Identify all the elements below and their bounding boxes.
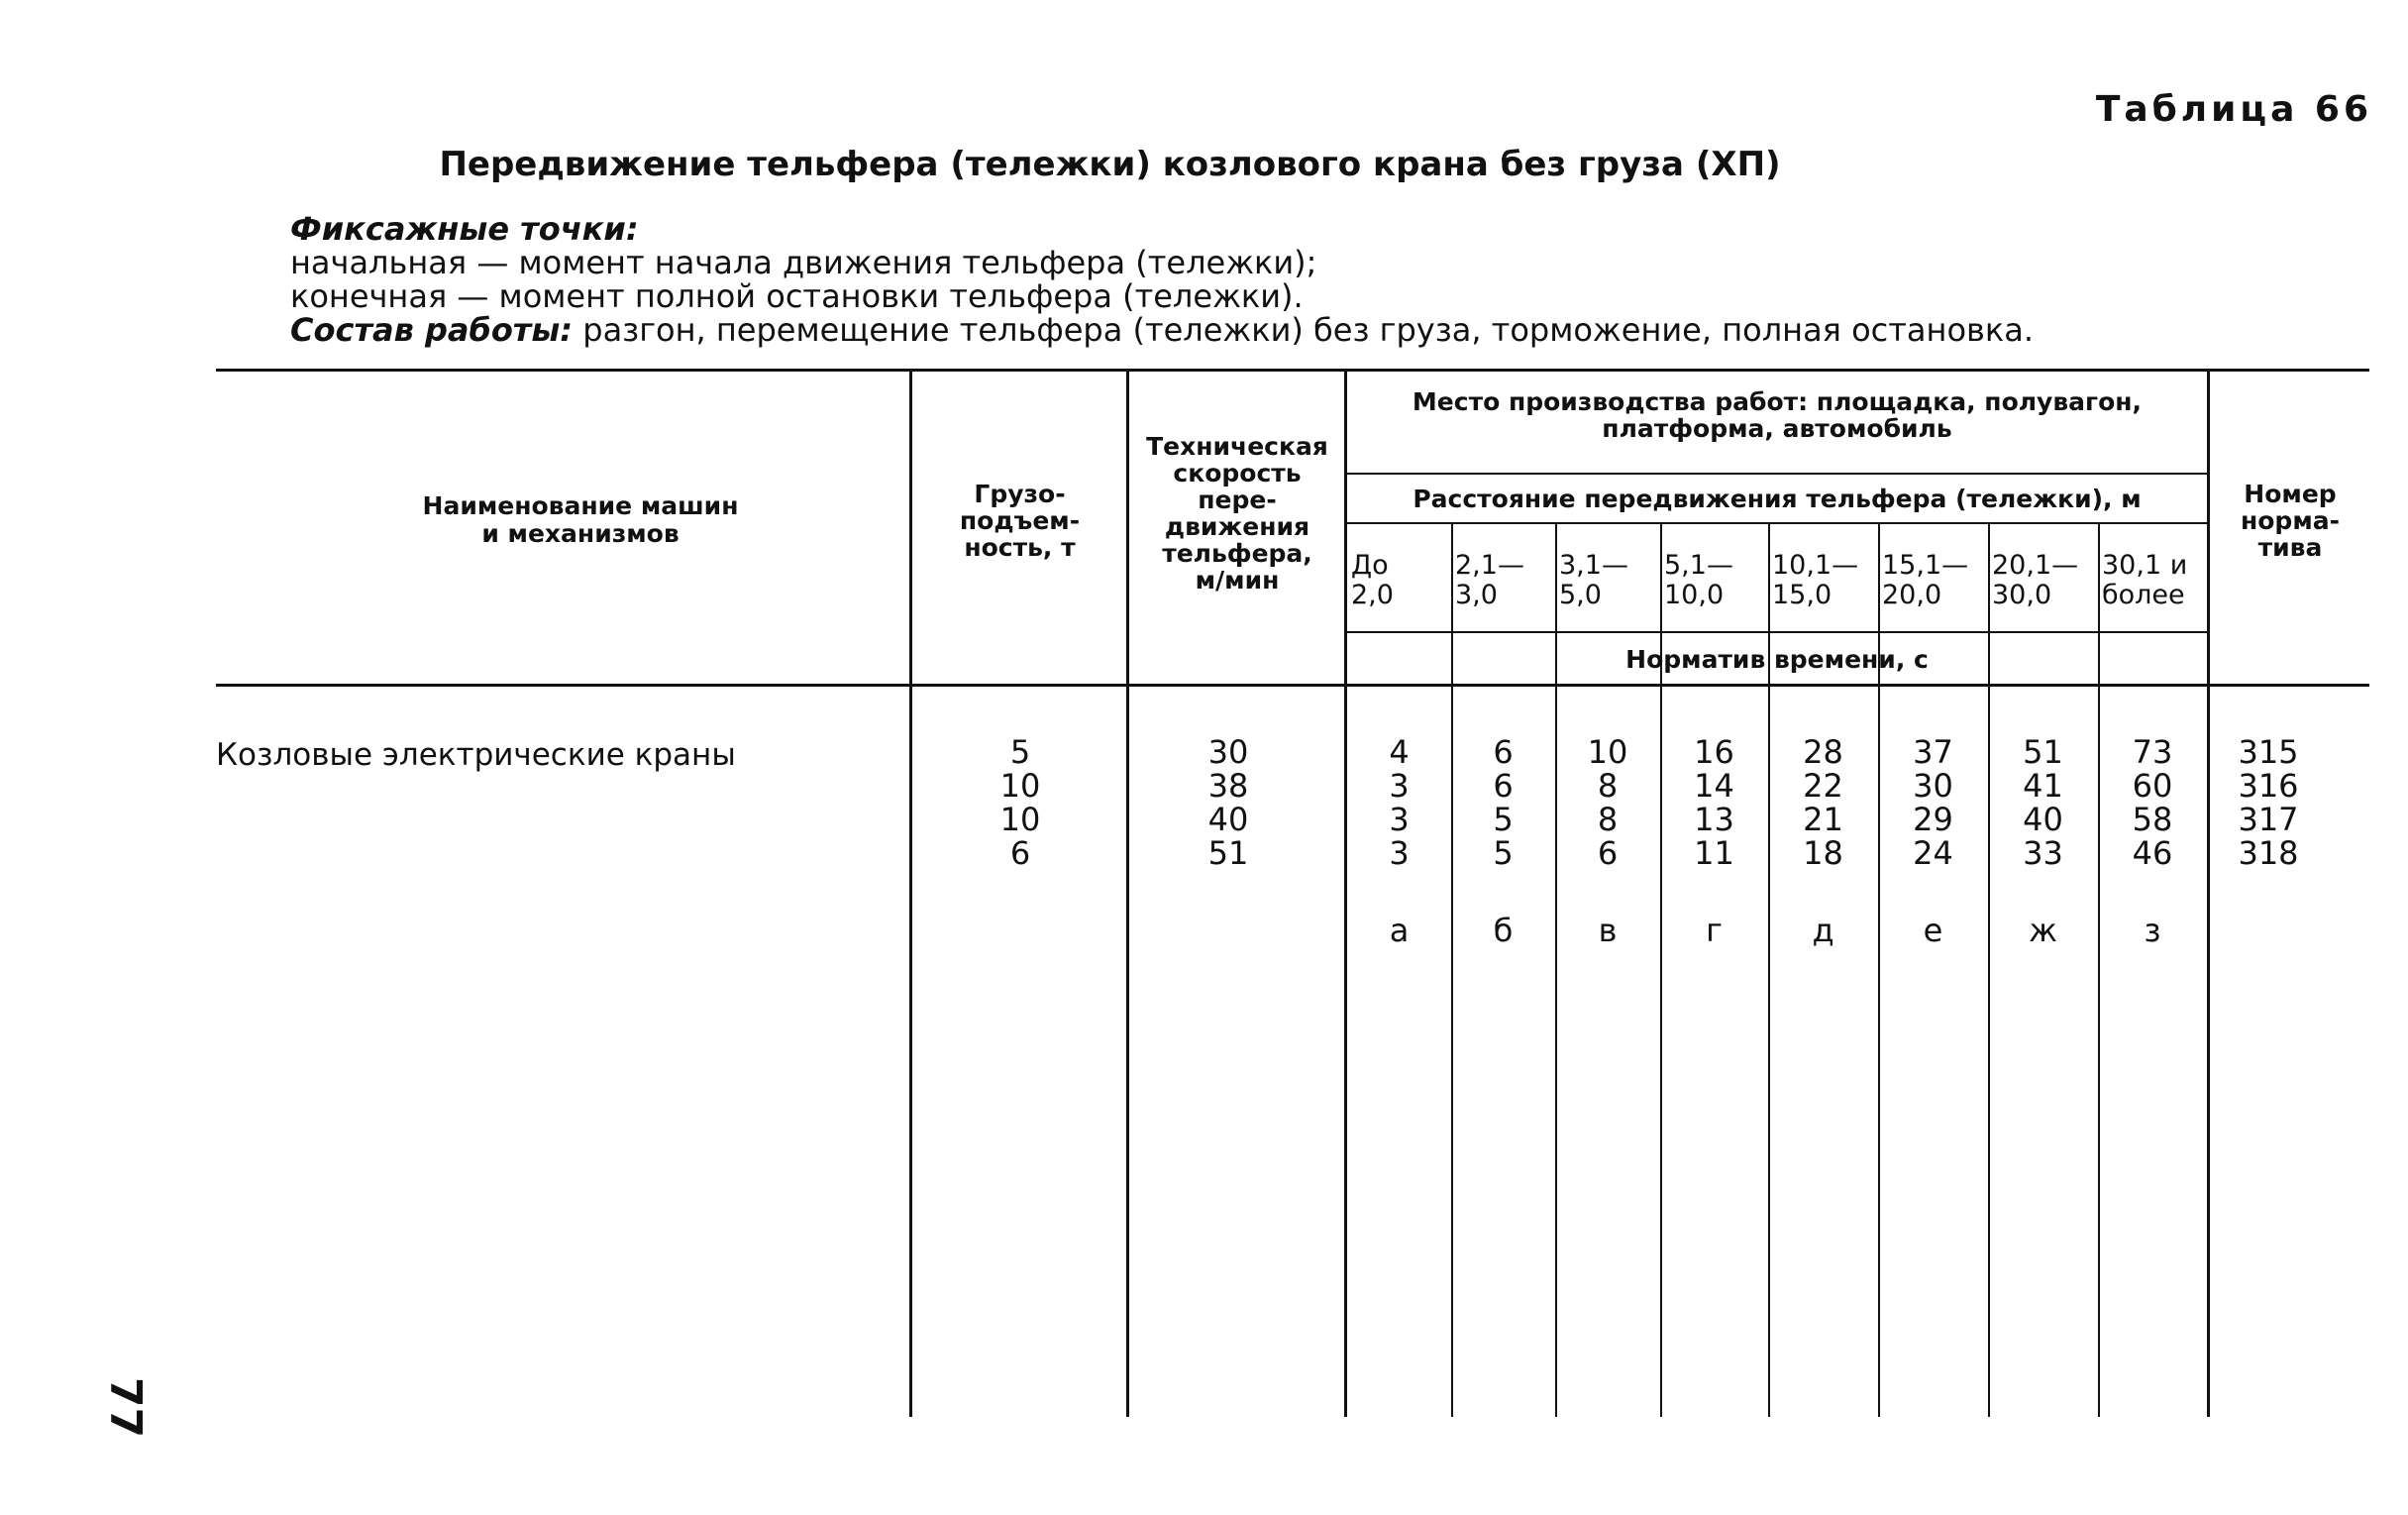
time-value: 46 [2132, 834, 2173, 872]
distance-range-line: 2,1— [1455, 550, 1524, 581]
work-composition-label: Состав работы: [290, 311, 574, 349]
distance-range-header [1455, 551, 1551, 610]
intro-block [290, 212, 2034, 347]
column-letter: е [1923, 912, 1943, 949]
time-value: 8 [1597, 767, 1619, 805]
time-value: 5 [1493, 801, 1514, 838]
time-value: 16 [1694, 733, 1734, 771]
column-letter: а [1389, 912, 1410, 949]
speed-value: 30 [1207, 733, 1249, 771]
header-time-norm: Норматив времени, с [1625, 645, 1929, 674]
table-top-border [216, 369, 2369, 372]
distance-range-line: 30,0 [1992, 580, 2052, 610]
distance-range-line: 15,1— [1882, 550, 1969, 581]
distance-range-header [1559, 551, 1656, 610]
column-letter: б [1493, 912, 1514, 949]
column-letter: г [1706, 912, 1723, 949]
header-place-line: платформа, автомобиль [1602, 414, 1952, 443]
header-machine-line: и механизмов [481, 519, 680, 548]
column-letter: в [1598, 912, 1618, 949]
header-speed [1130, 433, 1344, 594]
distance-range-header [1992, 551, 2094, 610]
work-composition-text: разгон, перемещение тельфера (тележки) без груза, торможение, полная остановка. [573, 311, 2034, 349]
header-place [1347, 388, 2207, 442]
table-number: Таблица 66 [2095, 89, 2372, 130]
header-speed-line: м/мин [1195, 566, 1280, 595]
time-value: 29 [1913, 801, 1953, 838]
distance-range-line: 10,0 [1664, 580, 1725, 610]
header-capacity-line: подъем- [959, 506, 1081, 535]
fix-points-heading: Фиксажные точки: [290, 210, 639, 248]
header-machine-name [417, 492, 744, 548]
header-capacity [913, 481, 1126, 561]
speed-value: 51 [1207, 834, 1249, 872]
time-value: 14 [1694, 767, 1734, 805]
column-letter: з [2144, 912, 2161, 949]
distance-range-header [1882, 551, 1984, 610]
header-speed-line: Техническая [1146, 432, 1328, 461]
time-value: 58 [2132, 801, 2173, 838]
norm-number-value: 318 [2238, 834, 2299, 872]
distance-range-line: более [2102, 580, 2185, 610]
time-value: 18 [1803, 834, 1843, 872]
speed-value: 38 [1207, 767, 1249, 805]
header-speed-line: движения [1164, 512, 1310, 541]
capacity-value: 5 [1009, 733, 1031, 771]
range-divider [1347, 631, 2207, 633]
time-value: 3 [1389, 801, 1410, 838]
time-value: 73 [2132, 733, 2173, 771]
capacity-value: 10 [999, 767, 1041, 805]
header-speed-line: тельфера, [1162, 539, 1312, 568]
norm-number-value: 316 [2238, 767, 2299, 805]
time-value: 22 [1803, 767, 1843, 805]
norm-number-value: 317 [2238, 801, 2299, 838]
distance-range-line: 3,0 [1455, 580, 1498, 610]
time-value: 5 [1493, 834, 1514, 872]
end-point-text: конечная — момент полной остановки тельфера (тележки). [290, 277, 1304, 315]
speed-value: 40 [1207, 801, 1249, 838]
distance-range-header [1664, 551, 1764, 610]
capacity-value: 6 [1009, 834, 1031, 872]
header-norm-line: тива [2257, 533, 2323, 562]
time-value: 51 [2023, 733, 2063, 771]
work-composition [290, 313, 2034, 347]
header-speed-line: пере- [1198, 486, 1277, 514]
distance-range-line: 5,0 [1559, 580, 1602, 610]
time-value: 60 [2132, 767, 2173, 805]
time-value: 11 [1694, 834, 1734, 872]
distance-divider [1347, 522, 2207, 524]
col-border-place [1344, 369, 1347, 1417]
col-border-norm [2207, 369, 2210, 1417]
time-value: 40 [2023, 801, 2063, 838]
header-place-line: Место производства работ: площадка, полувагон, [1412, 387, 2143, 416]
capacity-value: 10 [999, 801, 1041, 838]
distance-range-line: 10,1— [1772, 550, 1859, 581]
distance-range-line: 2,0 [1351, 580, 1394, 610]
distance-range-line: 5,1— [1664, 550, 1733, 581]
header-distance: Расстояние передвижения тельфера (тележки), м [1413, 485, 2142, 513]
time-value: 6 [1493, 767, 1514, 805]
time-value: 21 [1803, 801, 1843, 838]
header-norm-line: норма- [2240, 506, 2341, 535]
distance-range-line: 30,1 и [2102, 550, 2188, 581]
time-value: 4 [1389, 733, 1410, 771]
time-value: 24 [1913, 834, 1953, 872]
time-value: 6 [1493, 733, 1514, 771]
distance-range-line: 3,1— [1559, 550, 1628, 581]
header-bottom-border [216, 684, 2369, 687]
time-value: 3 [1389, 767, 1410, 805]
distance-range-line: 20,1— [1992, 550, 2079, 581]
distance-range-line: 15,0 [1772, 580, 1832, 610]
time-value: 30 [1913, 767, 1953, 805]
column-letter: д [1812, 912, 1834, 949]
header-machine-line: Наименование машин [422, 491, 739, 520]
norm-number-value: 315 [2238, 733, 2299, 771]
distance-range-header [1351, 551, 1447, 610]
time-value: 6 [1597, 834, 1619, 872]
time-value: 3 [1389, 834, 1410, 872]
col-border-speed [1126, 369, 1129, 1417]
header-speed-line: скорость [1173, 459, 1302, 487]
distance-range-line: 20,0 [1882, 580, 1942, 610]
header-norm-number [2211, 481, 2369, 561]
row-group-name: Козловые электрические краны [216, 737, 736, 773]
col-border-capacity [909, 369, 912, 1417]
place-divider [1347, 473, 2207, 475]
time-value: 13 [1694, 801, 1734, 838]
time-value: 33 [2023, 834, 2063, 872]
time-value: 41 [2023, 767, 2063, 805]
time-value: 37 [1913, 733, 1953, 771]
time-value: 28 [1803, 733, 1843, 771]
time-value: 8 [1597, 801, 1619, 838]
distance-range-header [1772, 551, 1874, 610]
header-capacity-line: Грузо- [974, 480, 1066, 508]
header-norm-line: Номер [2244, 480, 2337, 508]
column-letter: ж [2029, 912, 2057, 949]
distance-range-header [2102, 551, 2203, 610]
header-capacity-line: ность, т [964, 533, 1076, 562]
time-value: 10 [1587, 733, 1628, 771]
distance-range-line: До [1351, 550, 1389, 581]
start-point-text: начальная — момент начала движения тельфера (тележки); [290, 244, 1317, 281]
table-title: Передвижение тельфера (тележки) козлового крана без груза (ХП) [439, 145, 1781, 184]
page-number: 77 [100, 1376, 152, 1439]
